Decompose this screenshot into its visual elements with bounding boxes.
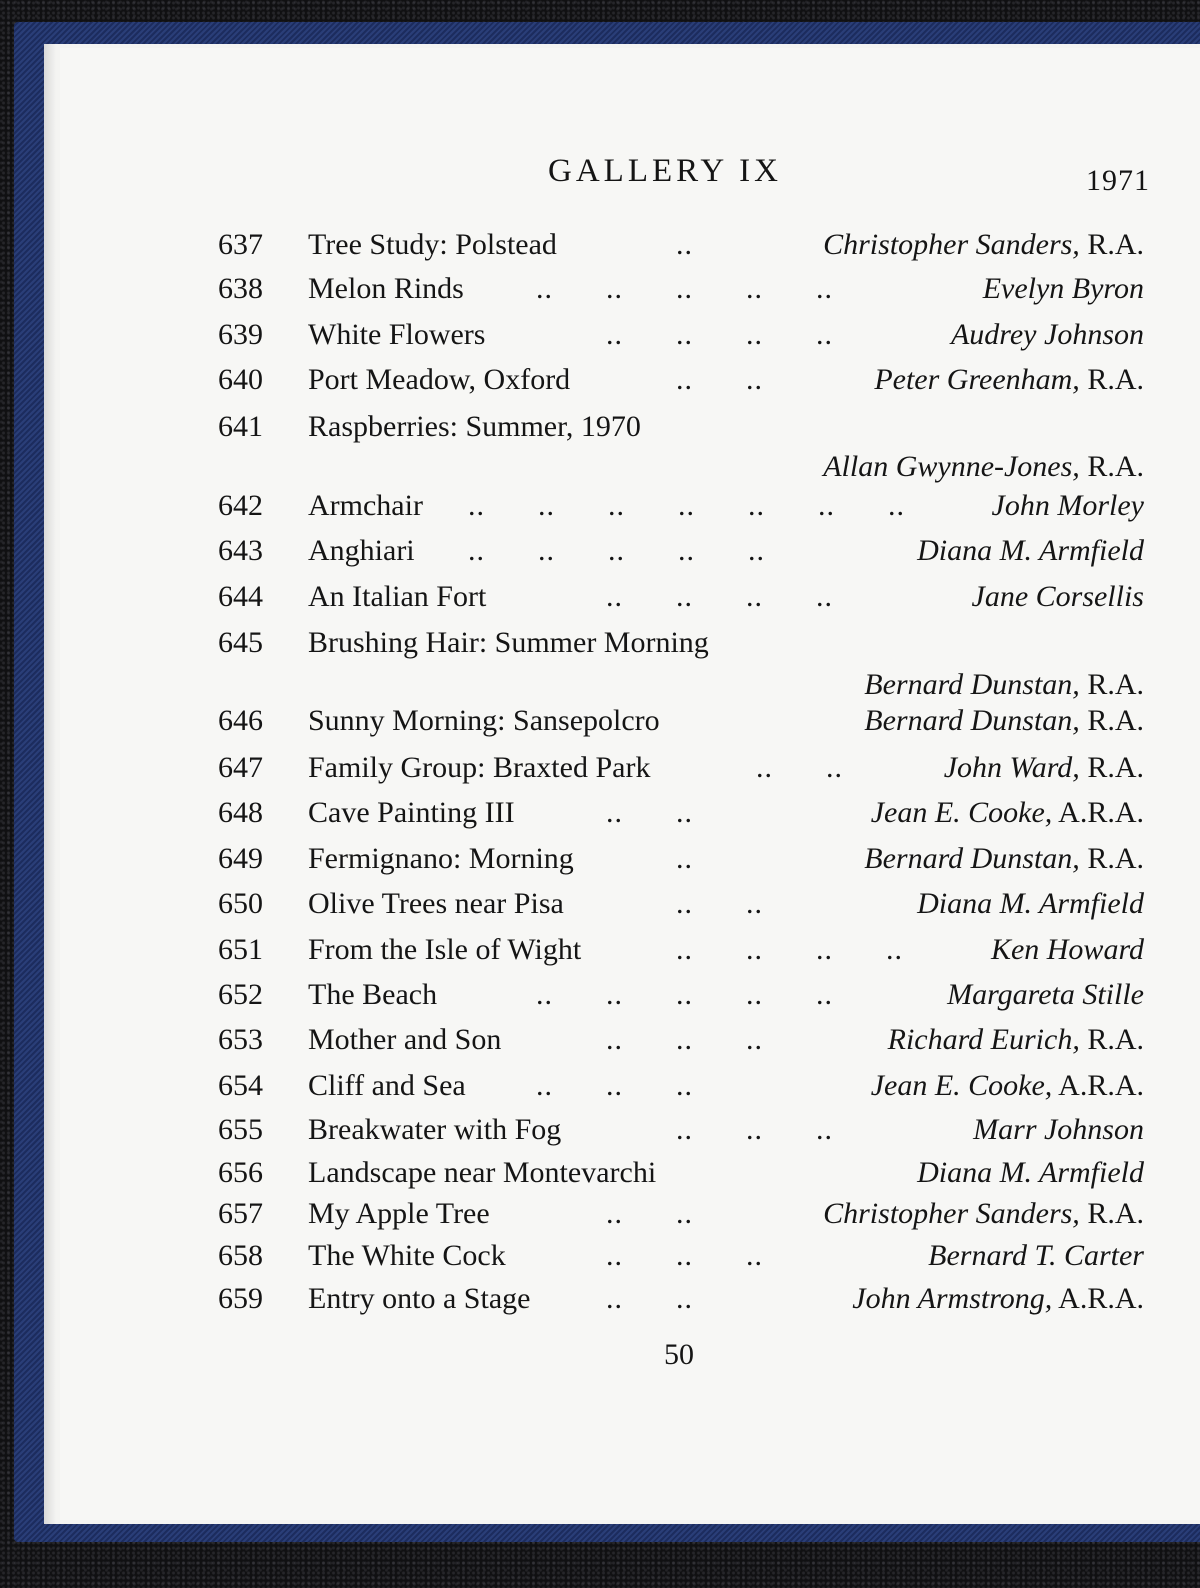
entry-number: 644	[218, 580, 263, 613]
artist-honour: R.A.	[1087, 363, 1144, 396]
entry-number: 658	[218, 1239, 263, 1272]
leader-dots: ..	[606, 272, 623, 305]
leader-dots: ..	[676, 933, 693, 966]
entry-artist	[823, 1191, 1144, 1237]
entry-number: 647	[218, 751, 263, 784]
entry-title: An Italian Fort	[308, 580, 487, 613]
catalogue-entry	[0, 483, 1200, 529]
entry-title: Cliff and Sea	[308, 1069, 466, 1102]
entry-number: 657	[218, 1197, 263, 1230]
entry-title: Family Group: Braxted Park	[308, 751, 651, 784]
entry-number: 638	[218, 272, 263, 305]
entry-artist	[947, 972, 1144, 1018]
leader-dots: ..	[746, 580, 763, 613]
catalogue-entry	[0, 574, 1200, 620]
leader-dots: ..	[676, 1282, 693, 1315]
leader-dots: ..	[816, 978, 833, 1011]
leader-dots: ..	[816, 580, 833, 613]
entry-title: Port Meadow, Oxford	[308, 363, 571, 396]
entry-artist	[951, 312, 1144, 358]
artist-name: Jane Corsellis	[971, 580, 1144, 613]
artist-name: Bernard Dunstan,	[864, 668, 1080, 701]
entry-title: Tree Study: Polstead	[308, 228, 557, 261]
entry-artist	[972, 574, 1145, 620]
leader-dots: ..	[888, 489, 905, 522]
leader-dots: ..	[746, 1023, 763, 1056]
leader-dots: ..	[676, 228, 693, 261]
leader-dots: ..	[606, 318, 623, 351]
leader-dots: ..	[746, 1113, 763, 1146]
leader-dots: ..	[676, 978, 693, 1011]
entry-number: 648	[218, 796, 263, 829]
entry-number: 645	[218, 626, 263, 659]
leader-dots: ..	[746, 318, 763, 351]
leader-dots: ..	[676, 1197, 693, 1230]
entry-title: Mother and Son	[308, 1023, 502, 1056]
artist-name: Diana M. Armfield	[917, 887, 1144, 920]
artist-honour: R.A.	[1087, 228, 1144, 261]
page-number: 50	[664, 1338, 694, 1371]
catalogue-entry	[0, 266, 1200, 312]
leader-dots: ..	[606, 1197, 623, 1230]
catalogue-entry	[0, 745, 1200, 791]
artist-name: Allan Gwynne-Jones,	[823, 450, 1080, 483]
artist-name: Christopher Sanders,	[823, 228, 1080, 261]
artist-name: Richard Eurich,	[887, 1023, 1080, 1056]
artist-name: Bernard Dunstan,	[864, 842, 1080, 875]
catalogue-entry	[0, 972, 1200, 1018]
leader-dots: ..	[886, 933, 903, 966]
catalogue-entry	[0, 1150, 1200, 1196]
leader-dots: ..	[816, 318, 833, 351]
leader-dots: ..	[826, 751, 843, 784]
artist-name: Marr Johnson	[973, 1113, 1144, 1146]
gallery-heading: GALLERY IX	[548, 153, 783, 189]
leader-dots: ..	[816, 1113, 833, 1146]
catalogue-entry	[0, 1233, 1200, 1279]
leader-dots: ..	[746, 272, 763, 305]
leader-dots: ..	[816, 272, 833, 305]
entry-title: Fermignano: Morning	[308, 842, 574, 875]
entry-number: 642	[218, 489, 263, 522]
leader-dots: ..	[678, 489, 695, 522]
leader-dots: ..	[746, 933, 763, 966]
leader-dots: ..	[756, 751, 773, 784]
artist-honour: A.R.A.	[1058, 1282, 1144, 1315]
leader-dots: ..	[678, 534, 695, 567]
entry-artist	[874, 357, 1144, 403]
entry-number: 637	[218, 228, 263, 261]
catalogue-entry	[0, 222, 1200, 268]
artist-name: Jean E. Cooke,	[870, 1069, 1053, 1102]
entry-title: Sunny Morning: Sansepolcro	[308, 704, 660, 737]
catalogue-entry	[0, 620, 1200, 701]
entry-artist	[871, 1063, 1144, 1109]
leader-dots: ..	[676, 318, 693, 351]
entry-title: White Flowers	[308, 318, 486, 351]
entry-number: 646	[218, 704, 263, 737]
artist-name: Bernard Dunstan,	[864, 704, 1080, 737]
entry-title: Armchair	[308, 489, 423, 522]
entry-number: 641	[218, 410, 263, 443]
leader-dots: ..	[536, 1069, 553, 1102]
entry-title: Brushing Hair: Summer Morning	[308, 626, 709, 659]
leader-dots: ..	[746, 978, 763, 1011]
leader-dots: ..	[606, 580, 623, 613]
leader-dots: ..	[606, 1282, 623, 1315]
leader-dots: ..	[748, 534, 765, 567]
leader-dots: ..	[676, 842, 693, 875]
catalogue-entry	[0, 1063, 1200, 1109]
artist-name: Margareta Stille	[947, 978, 1144, 1011]
leader-dots: ..	[746, 1239, 763, 1272]
artist-name: John Armstrong,	[852, 1282, 1053, 1315]
entry-artist	[991, 927, 1144, 973]
artist-honour: R.A.	[1087, 842, 1144, 875]
leader-dots: ..	[536, 978, 553, 1011]
leader-dots: ..	[676, 796, 693, 829]
artist-honour: R.A.	[1087, 450, 1144, 483]
year-heading: 1971	[1086, 164, 1150, 197]
leader-dots: ..	[606, 796, 623, 829]
entry-title: Olive Trees near Pisa	[308, 887, 564, 920]
entry-title: Melon Rinds	[308, 272, 464, 305]
leader-dots: ..	[606, 1239, 623, 1272]
entry-number: 643	[218, 534, 263, 567]
catalogue-entry	[0, 1017, 1200, 1063]
artist-name: John Morley	[991, 489, 1144, 522]
leader-dots: ..	[676, 1239, 693, 1272]
entry-artist	[917, 881, 1144, 927]
entry-artist	[983, 266, 1144, 312]
leader-dots: ..	[676, 1069, 693, 1102]
artist-honour: A.R.A.	[1058, 796, 1144, 829]
leader-dots: ..	[468, 489, 485, 522]
catalogue-entry	[0, 698, 1200, 744]
leader-dots: ..	[468, 534, 485, 567]
artist-name: Jean E. Cooke,	[870, 796, 1053, 829]
artist-honour: R.A.	[1087, 704, 1144, 737]
entry-title: Raspberries: Summer, 1970	[308, 410, 641, 443]
artist-name: Peter Greenham,	[874, 363, 1080, 396]
artist-honour: R.A.	[1087, 751, 1144, 784]
leader-dots: ..	[676, 272, 693, 305]
artist-name: Diana M. Armfield	[917, 534, 1144, 567]
entry-artist	[973, 1107, 1144, 1153]
entry-number: 650	[218, 887, 263, 920]
catalogue-entry	[0, 312, 1200, 358]
artist-name: Evelyn Byron	[982, 272, 1144, 305]
entry-title: The Beach	[308, 978, 438, 1011]
entry-artist	[928, 1233, 1144, 1279]
entry-artist	[864, 836, 1144, 882]
catalogue-entry	[0, 881, 1200, 927]
artist-name: Bernard T. Carter	[928, 1239, 1144, 1272]
entry-number: 659	[218, 1282, 263, 1315]
entry-title: Landscape near Montevarchi	[308, 1156, 657, 1189]
leader-dots: ..	[816, 933, 833, 966]
artist-name: Audrey Johnson	[950, 318, 1144, 351]
catalogue-entry	[0, 927, 1200, 973]
leader-dots: ..	[676, 1113, 693, 1146]
artist-honour: R.A.	[1087, 1197, 1144, 1230]
catalogue-entry	[0, 790, 1200, 836]
entry-title: My Apple Tree	[308, 1197, 490, 1230]
leader-dots: ..	[746, 363, 763, 396]
catalogue-entry	[0, 1107, 1200, 1153]
entry-title: Anghiari	[308, 534, 415, 567]
catalogue-entry	[0, 1276, 1200, 1322]
leader-dots: ..	[818, 489, 835, 522]
artist-name: John Ward,	[943, 751, 1080, 784]
entry-number: 640	[218, 363, 263, 396]
entry-artist	[888, 1017, 1144, 1063]
catalogue-entry	[0, 836, 1200, 882]
leader-dots: ..	[606, 1069, 623, 1102]
entry-artist	[871, 790, 1144, 836]
leader-dots: ..	[676, 1023, 693, 1056]
catalogue-entry	[0, 528, 1200, 574]
leader-dots: ..	[748, 489, 765, 522]
catalogue-entry	[0, 357, 1200, 403]
entry-title: The White Cock	[308, 1239, 506, 1272]
entry-artist	[917, 528, 1144, 574]
entry-artist	[823, 222, 1144, 268]
entry-title: Breakwater with Fog	[308, 1113, 562, 1146]
leader-dots: ..	[676, 363, 693, 396]
leader-dots: ..	[608, 489, 625, 522]
leader-dots: ..	[536, 272, 553, 305]
entry-number: 653	[218, 1023, 263, 1056]
catalogue-entry	[0, 1191, 1200, 1237]
entry-artist	[864, 698, 1144, 744]
entry-title: Cave Painting III	[308, 796, 515, 829]
entry-title: From the Isle of Wight	[308, 933, 582, 966]
leader-dots: ..	[746, 887, 763, 920]
artist-honour: R.A.	[1087, 1023, 1144, 1056]
entry-number: 656	[218, 1156, 263, 1189]
leader-dots: ..	[676, 580, 693, 613]
entry-number: 654	[218, 1069, 263, 1102]
leader-dots: ..	[538, 534, 555, 567]
artist-name: Ken Howard	[990, 933, 1144, 966]
artist-name: Diana M. Armfield	[917, 1156, 1144, 1189]
artist-honour: R.A.	[1087, 668, 1144, 701]
leader-dots: ..	[608, 534, 625, 567]
entry-artist	[992, 483, 1144, 529]
entry-number: 639	[218, 318, 263, 351]
entry-number: 652	[218, 978, 263, 1011]
entry-number: 655	[218, 1113, 263, 1146]
entry-title: Entry onto a Stage	[308, 1282, 531, 1315]
entry-artist	[917, 1150, 1144, 1196]
artist-name: Christopher Sanders,	[823, 1197, 1080, 1230]
leader-dots: ..	[606, 1023, 623, 1056]
leader-dots: ..	[676, 887, 693, 920]
entry-artist	[944, 745, 1144, 791]
artist-honour: A.R.A.	[1058, 1069, 1144, 1102]
entry-number: 649	[218, 842, 263, 875]
entry-artist	[852, 1276, 1144, 1322]
catalogue-entry	[0, 404, 1200, 483]
leader-dots: ..	[606, 978, 623, 1011]
entry-number: 651	[218, 933, 263, 966]
leader-dots: ..	[538, 489, 555, 522]
